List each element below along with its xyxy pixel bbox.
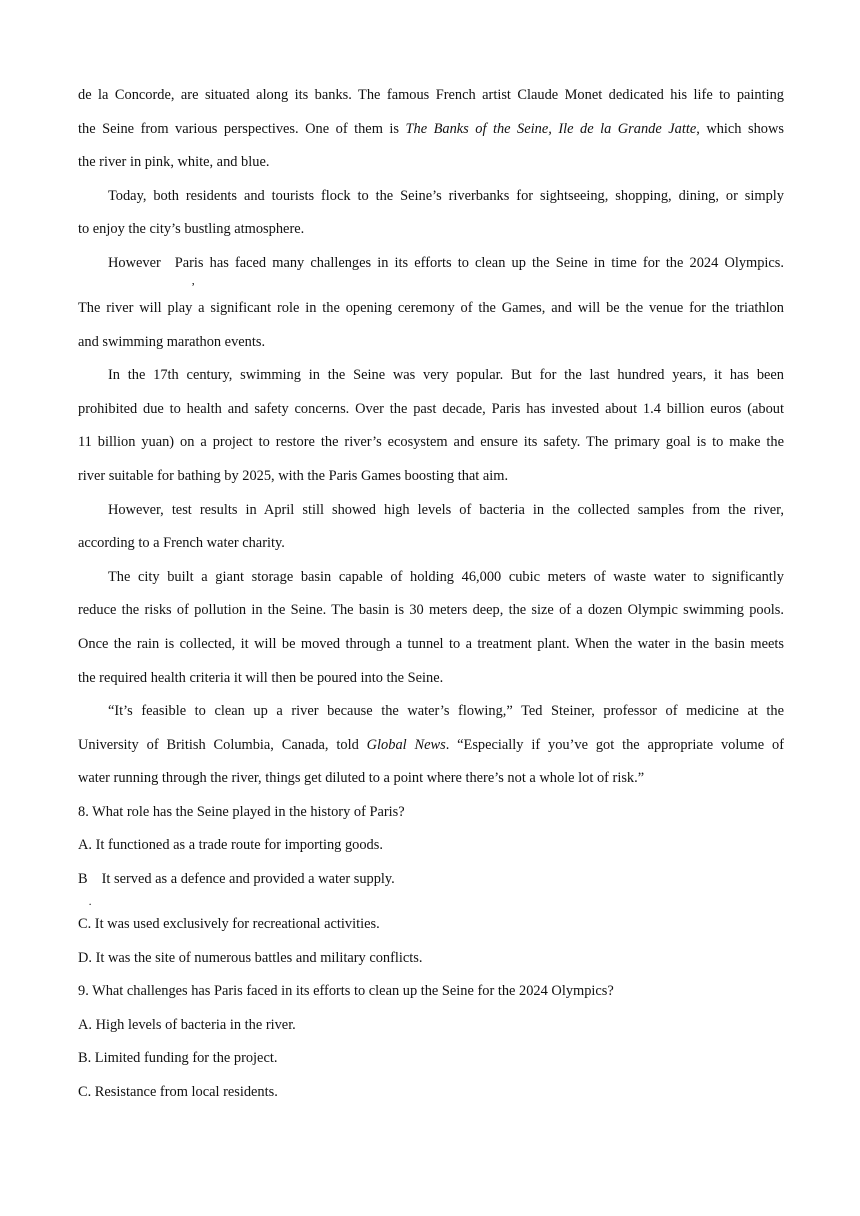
paragraph-history bbox=[78, 359, 784, 493]
paragraph-landmarks bbox=[78, 79, 784, 180]
text-line bbox=[78, 729, 784, 763]
option-a: A. High levels of bacteria in the river. bbox=[78, 1016, 296, 1033]
text-line: In the 17th century, swimming in the Seine was very popular. But for the last hundred years, it has been bbox=[108, 367, 784, 384]
document-page bbox=[78, 79, 784, 1110]
text-line: water running through the river, things get diluted to a point where there’s not a whole lot of risk.” bbox=[78, 770, 645, 787]
paragraph-challenges bbox=[78, 247, 784, 359]
paragraph-quote bbox=[78, 695, 784, 796]
text-line: The city built a giant storage basin capable of holding 46,000 cubic meters of waste water to significantly bbox=[108, 568, 784, 585]
option-letter: B bbox=[78, 871, 88, 888]
option-d: D. It was the site of numerous battles and military conflicts. bbox=[78, 949, 423, 966]
text-line: reduce the risks of pollution in the Seine. The basin is 30 meters deep, the size of a dozen Olympic swimming pools. bbox=[78, 602, 784, 619]
paragraph-test-results bbox=[78, 494, 784, 561]
text-line: 11 billion yuan) on a project to restore the river’s ecosystem and ensure its safety. The primary goal is to make the bbox=[78, 434, 784, 451]
text-run: University of British Columbia, Canada, told bbox=[78, 736, 367, 753]
text-line: and swimming marathon events. bbox=[78, 333, 266, 350]
option-text: It served as a defence and provided a water supply. bbox=[101, 871, 395, 888]
painting-title: The Banks of the Seine, Ile de la Grande Jatte bbox=[405, 120, 697, 137]
text-line: However , Paris has faced many challenges in its efforts to clean up the Seine in time for the 2024 Olympics. bbox=[108, 254, 784, 287]
text-line: to enjoy the city’s bustling atmosphere. bbox=[78, 221, 305, 238]
paragraph-tourism bbox=[78, 180, 784, 247]
text-line: river suitable for bathing by 2025, with the Paris Games boosting that aim. bbox=[78, 467, 509, 484]
question-stem: 9. What challenges has Paris faced in its efforts to clean up the Seine for the 2024 Olympics? bbox=[78, 983, 614, 1000]
text-run: . “Especially if you’ve got the appropriate volume of bbox=[445, 736, 784, 753]
text-line: the river in pink, white, and blue. bbox=[78, 154, 270, 171]
text-line: prohibited due to health and safety concerns. Over the past decade, Paris has invested about 1.4 billion euros (about bbox=[78, 400, 784, 417]
text-line: de la Concorde, are situated along its banks. The famous French artist Claude Monet dedicated his life to painting bbox=[78, 87, 784, 103]
question-stem: 8. What role has the Seine played in the history of Paris? bbox=[78, 803, 405, 820]
option-c: C. Resistance from local residents. bbox=[78, 1084, 278, 1101]
text-line: the required health criteria it will then be poured into the Seine. bbox=[78, 669, 444, 686]
text-run: , which shows bbox=[696, 120, 784, 137]
paragraph-storage-basin bbox=[78, 561, 784, 695]
option-c: C. It was used exclusively for recreational activities. bbox=[78, 916, 380, 933]
option-b: B . It served as a defence and provided a water supply. bbox=[78, 871, 395, 909]
text-line bbox=[78, 113, 784, 147]
question-9 bbox=[78, 975, 784, 1109]
text-run: However bbox=[108, 254, 161, 271]
question-8 bbox=[78, 796, 784, 975]
news-source: Global News bbox=[366, 736, 446, 753]
text-run: Paris has faced many challenges in its efforts to clean up the Seine in time for the 2024 Olympics. bbox=[174, 254, 784, 271]
text-line: according to a French water charity. bbox=[78, 535, 285, 552]
text-line: “It’s feasible to clean up a river because the water’s flowing,” Ted Steiner, professor of medicine at the bbox=[108, 703, 784, 720]
text-run: the Seine from various perspectives. One of them is bbox=[78, 120, 406, 137]
text-line: The river will play a significant role in the opening ceremony of the Games, and will be the venue for the triathlon bbox=[78, 299, 784, 316]
option-b: B. Limited funding for the project. bbox=[78, 1050, 278, 1067]
text-line: Today, both residents and tourists flock to the Seine’s riverbanks for sightseeing, shopping, dining, or simply bbox=[108, 187, 784, 204]
text-line: However, test results in April still showed high levels of bacteria in the collected samples from the river, bbox=[108, 501, 784, 518]
text-line: Once the rain is collected, it will be moved through a tunnel to a treatment plant. When the water in the basin meets bbox=[78, 635, 784, 652]
option-a: A. It functioned as a trade route for importing goods. bbox=[78, 837, 383, 854]
